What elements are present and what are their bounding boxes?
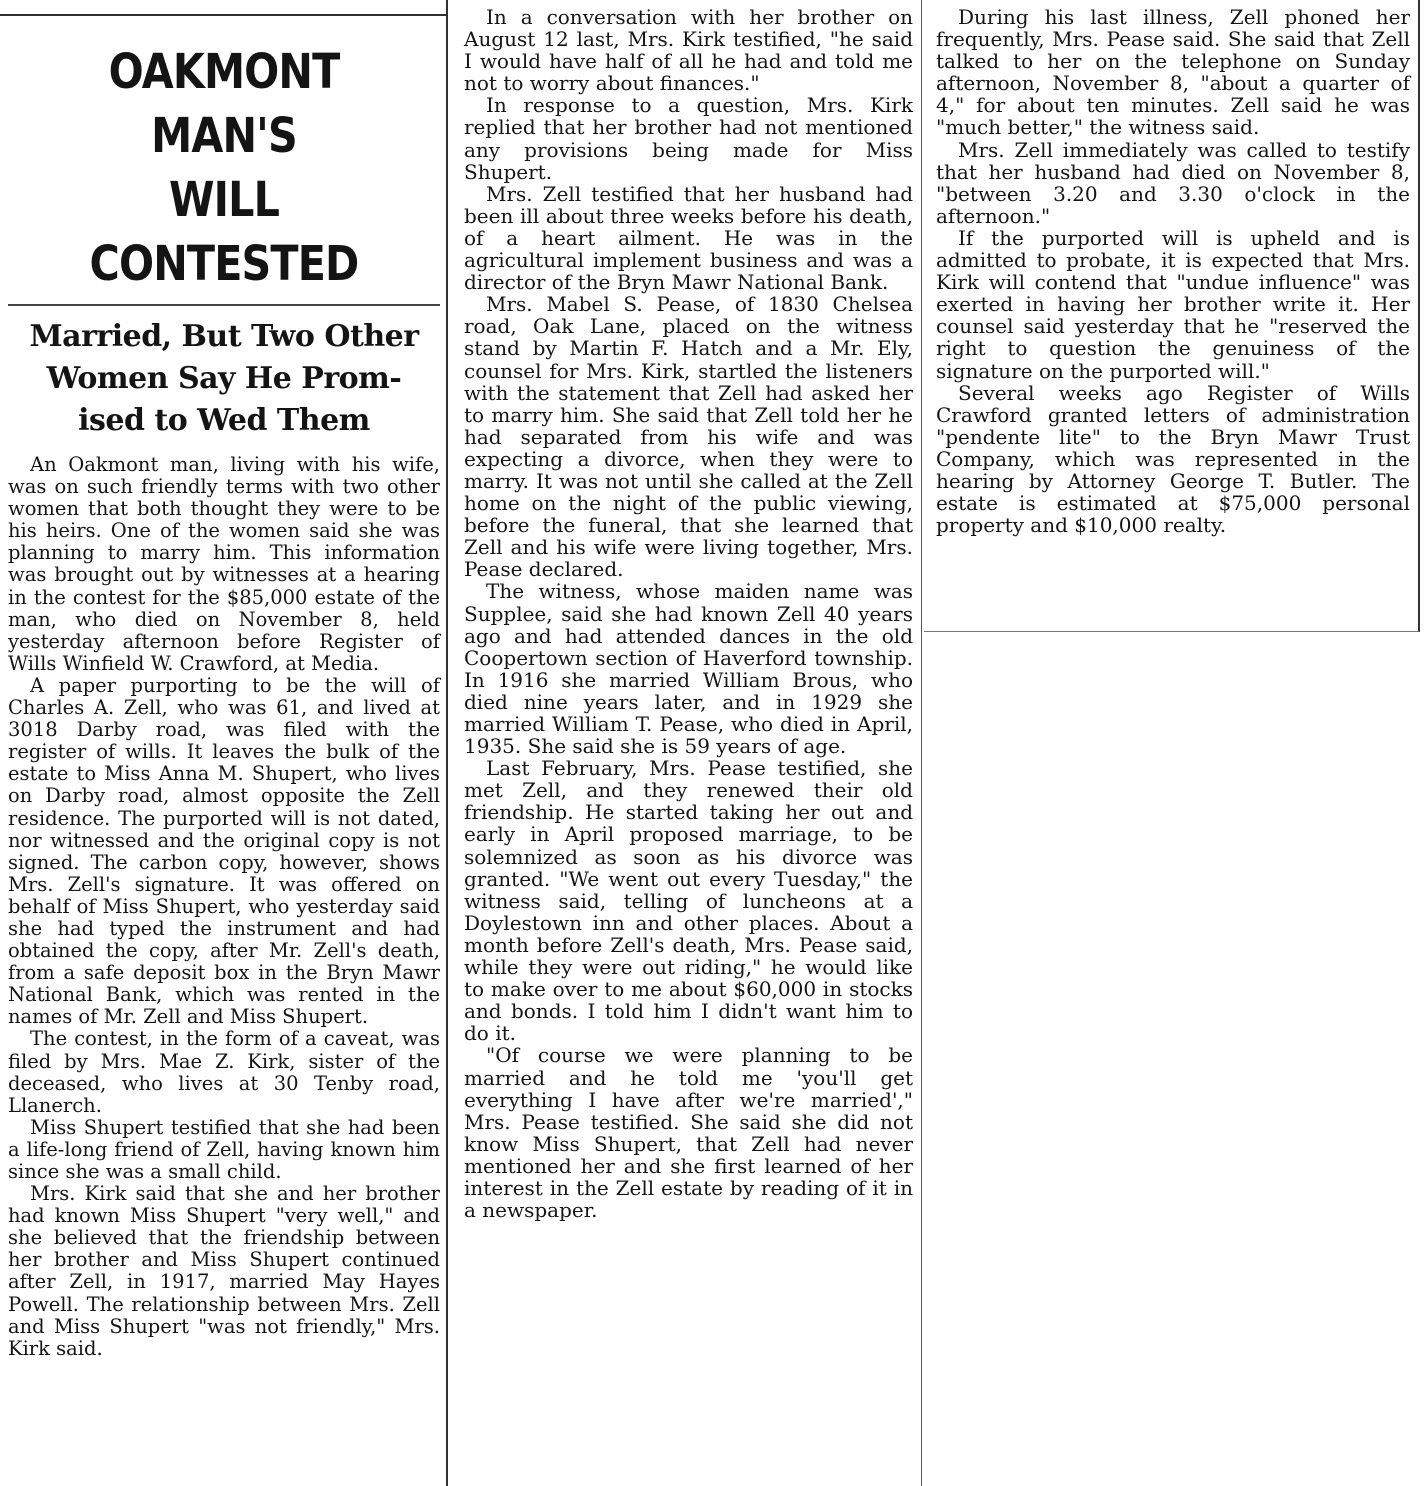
- paragraph: If the purported will is upheld and is admitted to probate, it is expected that Mrs. Kirk will contend that "undue influence" was exerted in having her brother write it. Her counsel said yesterday that he "reserved the right to question the genuiness of the signature on the purported will.": [936, 225, 1410, 383]
- article-column-3: [924, 0, 1420, 632]
- paragraph: "Of course we were planning to be married and he told me 'you'll get everything I have after we're married'," Mrs. Pease testified. She said she did not know Miss Shupert, that Zell had never mentioned her and she first learned of her interest in the Zell estate by reading of it in a newspaper.: [464, 1043, 913, 1223]
- paragraph: An Oakmont man, living with his wife, was on such friendly terms with two other women that both thought they were to be his heirs. One of the women said she was planning to marry him. This information was brought out by witnesses at a hearing in the contest for the $85,000 estate of the man, who died on November 8, held yesterday afternoon before Register of Wills Winfield W. Crawford, at Media.: [8, 453, 440, 675]
- paragraph: During his last illness, Zell phoned her frequently, Mrs. Pease said. She said that Zell talked to her on the telephone on Sunday afternoon, November 8, "about a quarter of 4," for about ten minutes. Zell said he was "much better," the witness said.: [936, 5, 1410, 140]
- paragraph: Mrs. Zell immediately was called to testify that her husband had died on November 8, "between 3.20 and 3.30 o'clock in the afternoon.": [936, 137, 1410, 228]
- headline-line-1: OAKMONT MAN'S: [108, 44, 340, 164]
- paragraph: Last February, Mrs. Pease testified, she met Zell, and they renewed their old friendship. He started taking her out and early in April proposed marriage, to be solemnized as soon as his divorce was granted. "We went out every Tuesday," the witness said, telling of luncheons at a Doylestown inn and other places. About a month before Zell's death, Mrs. Pease said, while they were out riding," he would like to make over to me about $60,000 in stocks and bonds. I told him I didn't want him to do it.: [464, 756, 913, 1046]
- paragraph: Several weeks ago Register of Wills Crawford granted letters of administration "pendente lite" to the Bryn Mawr Trust Company, which was represented in the hearing by Attorney George T. Butler. The estate is estimated at $75,000 personal property and $10,000 realty.: [936, 380, 1410, 538]
- paragraph: Mrs. Kirk said that she and her brother had known Miss Shupert "very well," and she believed that the friendship between her brother and Miss Shupert continued after Zell, in 1917, married May Hayes Powell. The relationship between Mrs. Zell and Miss Shupert "was not friendly," Mrs. Kirk said.: [8, 1182, 440, 1360]
- paragraph: The witness, whose maiden name was Supplee, said she had known Zell 40 years ago and had attended dances in the old Coopertown section of Haverford township. In 1916 she married William Brous, who died nine years later, and in 1929 she married William T. Pease, who died in April, 1935. She said she is 59 years of age.: [464, 579, 913, 759]
- top-rule: [0, 0, 446, 16]
- paragraph: A paper purporting to be the will of Charles A. Zell, who was 61, and lived at 3018 Darby road, was filed with the register of wills. It leaves the bulk of the estate to Miss Anna M. Shupert, who lives on Darby road, almost opposite the Zell residence. The purported will is not dated, nor witnessed and the original copy is not signed. The carbon copy, however, shows Mrs. Zell's signature. It was offered on behalf of Miss Shupert, who yesterday said she had typed the instrument and had obtained the copy, after Mr. Zell's death, from a safe deposit box in the Bryn Mawr National Bank, which was rented in the names of Mr. Zell and Miss Shupert.: [8, 673, 440, 1029]
- deck-line-1: Married, But Two Other: [29, 319, 419, 354]
- subheadline: [8, 304, 440, 442]
- paragraph: In a conversation with her brother on August 12 last, Mrs. Kirk testified, "he said I would have half of all he had and told me not to worry about finances.": [464, 5, 913, 96]
- headline: [38, 40, 410, 296]
- paragraph: Miss Shupert testified that she had been a life-long friend of Zell, having known him since she was a small child.: [8, 1115, 440, 1183]
- headline-line-2: WILL CONTESTED: [89, 172, 359, 292]
- article-column-1: [0, 0, 448, 1486]
- deck-line-3: ised to Wed Them: [78, 403, 370, 438]
- deck-line-2: Women Say He Prom-: [46, 361, 402, 396]
- article-column-2: [452, 0, 922, 1486]
- paragraph: Mrs. Mabel S. Pease, of 1830 Chelsea road, Oak Lane, placed on the witness stand by Martin F. Hatch and a Mr. Ely, counsel for Mrs. Kirk, startled the listeners with the statement that Zell had asked her to marry him. She said that Zell told her he had separated from his wife and was expecting a divorce, when they were to marry. It was not until she called at the Zell home on the night of the public viewing, before the funeral, that she learned that Zell and his wife were living together, Mrs. Pease declared.: [464, 292, 913, 582]
- paragraph: Mrs. Zell testified that her husband had been ill about three weeks before his death, of a heart ailment. He was in the agricultural implement business and was a director of the Bryn Mawr National Bank.: [464, 181, 913, 295]
- paragraph: The contest, in the form of a caveat, was filed by Mrs. Mae Z. Kirk, sister of the deceased, who lives at 30 Tenby road, Llanerch.: [8, 1027, 440, 1117]
- paragraph: In response to a question, Mrs. Kirk replied that her brother had not mentioned any provisions being made for Miss Shupert.: [464, 93, 913, 184]
